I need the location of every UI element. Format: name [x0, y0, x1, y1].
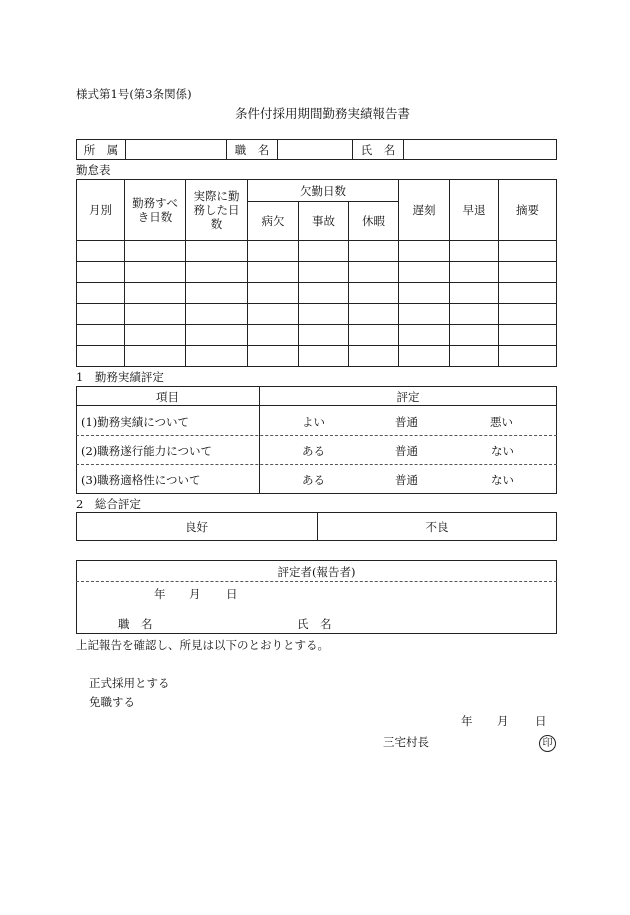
name-label: 氏 名 — [353, 140, 404, 160]
header-info-table — [76, 139, 557, 160]
closing-month-label: 月 — [497, 714, 509, 728]
name-field[interactable] — [404, 140, 557, 160]
col-personal: 事故 — [299, 202, 349, 241]
confirmation-text: 上記報告を確認し、所見は以下のとおりとする。 — [76, 638, 329, 652]
evaluator-month-label: 月 — [189, 587, 201, 601]
attendance-row — [77, 304, 557, 325]
col-early: 早退 — [450, 180, 499, 241]
col-remarks: 摘要 — [499, 180, 557, 241]
attendance-row — [77, 325, 557, 346]
evaluator-day-label: 日 — [226, 587, 238, 601]
evaluation-item: (3)職務適格性について — [81, 473, 201, 487]
rating-option[interactable]: 普通 — [395, 444, 418, 458]
affiliation-field[interactable] — [126, 140, 227, 160]
overall-bad-option[interactable]: 不良 — [425, 520, 449, 534]
evaluator-header: 評定者(報告者) — [277, 565, 356, 579]
overall-good-option[interactable]: 良好 — [185, 520, 208, 534]
evaluation-col-rating: 評定 — [396, 390, 420, 404]
attendance-row — [77, 346, 557, 367]
col-actual-days: 実際に勤務した日数 — [186, 180, 248, 241]
col-leave: 休暇 — [349, 202, 399, 241]
rating-option[interactable]: ない — [491, 473, 514, 487]
affiliation-label: 所 属 — [77, 140, 126, 160]
position-field[interactable] — [278, 140, 353, 160]
closing-year-label: 年 — [461, 714, 473, 728]
col-absence-group: 欠勤日数 — [248, 180, 399, 202]
attendance-row — [77, 241, 557, 262]
attendance-section-label: 勤怠表 — [76, 163, 111, 177]
attendance-row — [77, 262, 557, 283]
col-late: 遅刻 — [399, 180, 450, 241]
col-sick: 病欠 — [248, 202, 299, 241]
evaluation-col-item: 項目 — [156, 390, 179, 404]
attendance-row — [77, 283, 557, 304]
attendance-table — [76, 179, 557, 367]
mayor-title: 三宅村長 — [383, 735, 429, 749]
option-formal-appointment[interactable]: 正式採用とする — [89, 676, 170, 690]
rating-option[interactable]: ある — [302, 473, 325, 487]
evaluator-position-label: 職 名 — [118, 617, 153, 631]
evaluation-item: (2)職務遂行能力について — [81, 444, 213, 458]
option-dismissal[interactable]: 免職する — [89, 695, 135, 709]
evaluator-name-label: 氏 名 — [297, 617, 332, 631]
col-required-days: 勤務すべき日数 — [125, 180, 186, 241]
evaluation-item: (1)勤務実績について — [81, 415, 190, 429]
overall-section-label: 2 総合評定 — [76, 497, 141, 511]
rating-option[interactable]: 普通 — [395, 473, 418, 487]
position-label: 職 名 — [227, 140, 278, 160]
closing-day-label: 日 — [535, 714, 547, 728]
col-month: 月別 — [77, 180, 125, 241]
evaluation-section-label: 1 勤務実績評定 — [76, 370, 164, 384]
rating-option[interactable]: よい — [302, 415, 325, 429]
page-title: 条件付採用期間勤務実績報告書 — [235, 106, 411, 121]
seal-icon: 印 — [539, 735, 556, 752]
rating-option[interactable]: 悪い — [490, 415, 513, 429]
rating-option[interactable]: ない — [491, 444, 514, 458]
rating-option[interactable]: 普通 — [395, 415, 418, 429]
evaluator-year-label: 年 — [154, 587, 166, 601]
form-number: 様式第1号(第3条関係) — [76, 87, 192, 101]
rating-option[interactable]: ある — [302, 444, 325, 458]
